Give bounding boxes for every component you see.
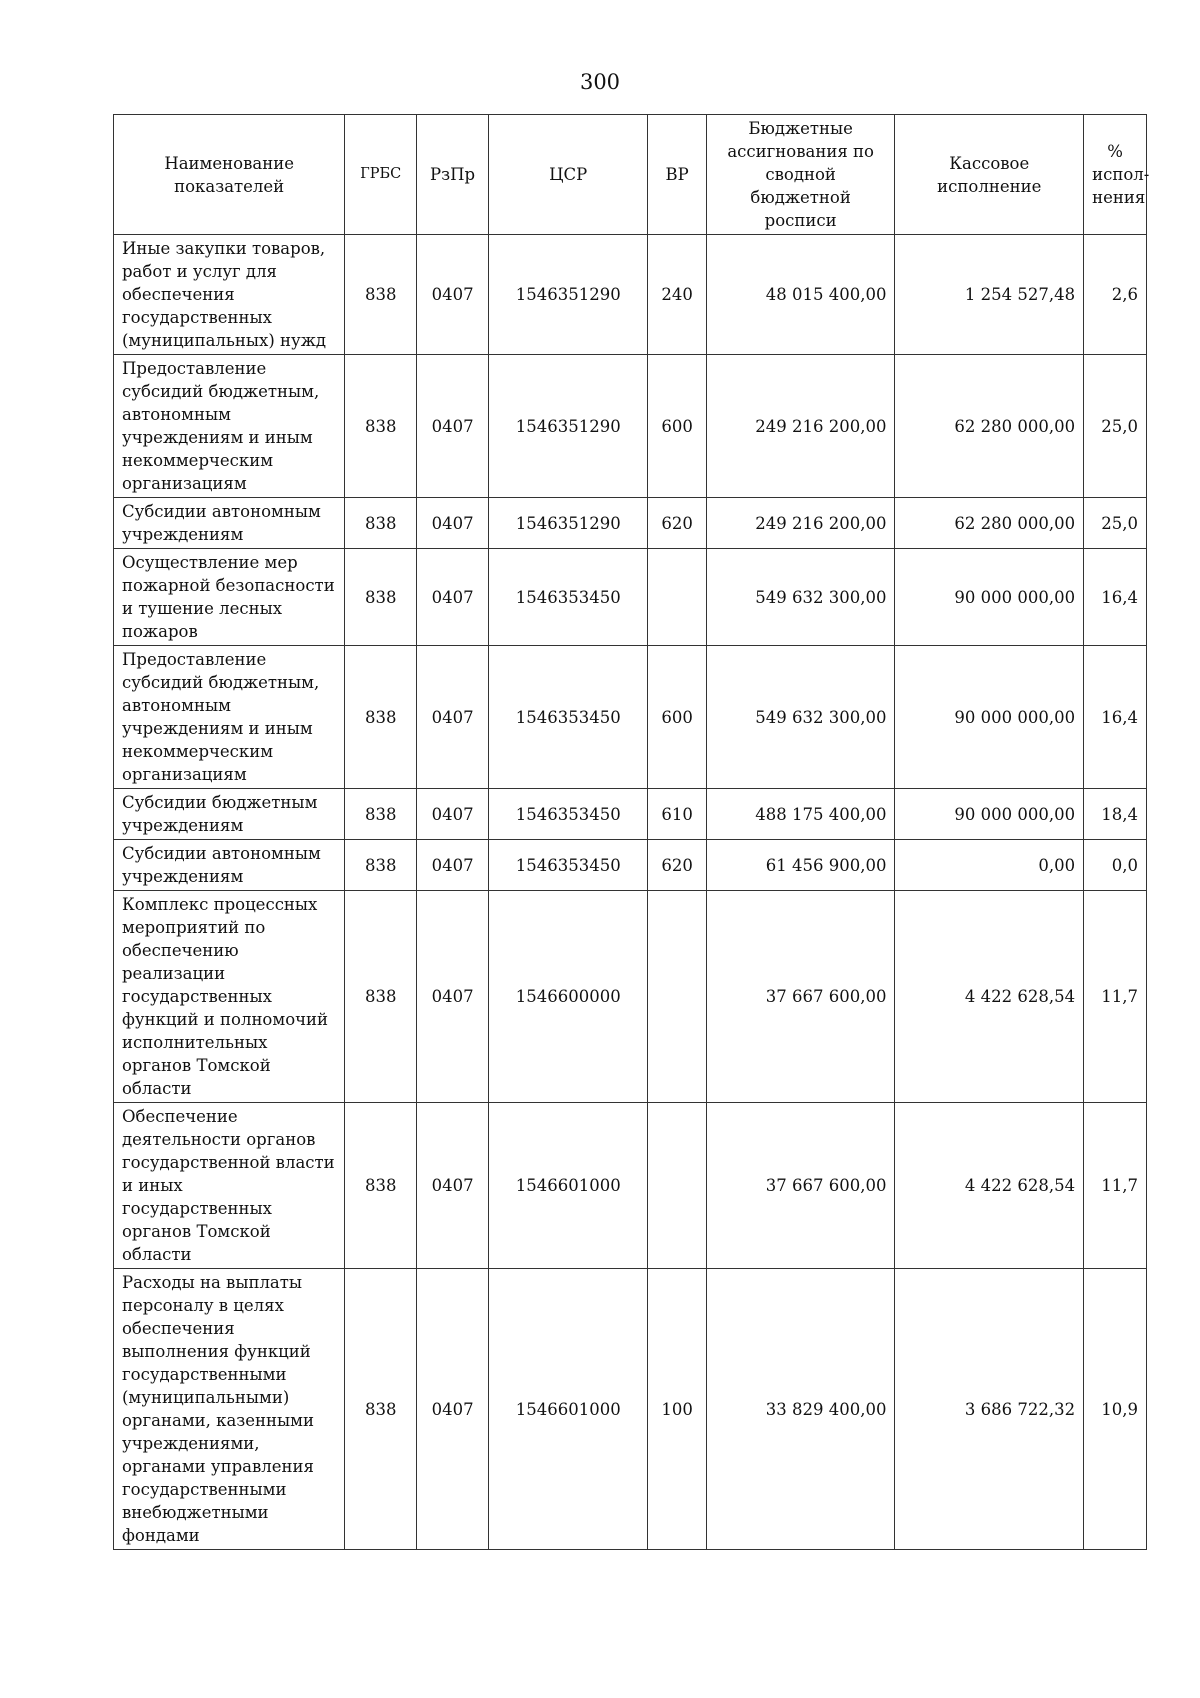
row-budget: 549 632 300,00: [706, 549, 895, 646]
table-row: [114, 840, 1147, 891]
row-csr: 1546600000: [489, 891, 648, 1103]
row-budget: 33 829 400,00: [706, 1269, 895, 1550]
row-csr: 1546601000: [489, 1269, 648, 1550]
row-vr: 610: [648, 789, 706, 840]
row-cash: 90 000 000,00: [895, 789, 1084, 840]
row-cash: 90 000 000,00: [895, 646, 1084, 789]
row-grbs: 838: [345, 1103, 417, 1269]
row-vr: 620: [648, 840, 706, 891]
table-row: [114, 891, 1147, 1103]
row-vr: [648, 1103, 706, 1269]
row-grbs: 838: [345, 498, 417, 549]
row-pct: 16,4: [1084, 646, 1147, 789]
row-csr: 1546353450: [489, 789, 648, 840]
row-pct: 16,4: [1084, 549, 1147, 646]
page-number: 300: [579, 70, 621, 94]
row-rzpr: 0407: [417, 646, 489, 789]
row-name: Субсидии автономным учреждениям: [114, 840, 345, 891]
row-csr: 1546351290: [489, 235, 648, 355]
header-cash: Кассовое исполнение: [895, 115, 1084, 235]
row-cash: 62 280 000,00: [895, 355, 1084, 498]
row-rzpr: 0407: [417, 549, 489, 646]
row-budget: 37 667 600,00: [706, 1103, 895, 1269]
row-grbs: 838: [345, 646, 417, 789]
row-budget: 488 175 400,00: [706, 789, 895, 840]
row-rzpr: 0407: [417, 1103, 489, 1269]
row-vr: 620: [648, 498, 706, 549]
table-row: [114, 789, 1147, 840]
row-pct: 25,0: [1084, 355, 1147, 498]
row-grbs: 838: [345, 840, 417, 891]
row-grbs: 838: [345, 355, 417, 498]
table-body: [114, 235, 1147, 1550]
row-cash: 0,00: [895, 840, 1084, 891]
row-name: Осуществление мер пожарной безопасности и тушение лесных пожаров: [114, 549, 345, 646]
row-rzpr: 0407: [417, 498, 489, 549]
row-pct: 11,7: [1084, 891, 1147, 1103]
row-csr: 1546351290: [489, 498, 648, 549]
row-cash: 1 254 527,48: [895, 235, 1084, 355]
row-name: Субсидии бюджетным учреждениям: [114, 789, 345, 840]
row-name: Предоставление субсидий бюджетным, автономным учреждениям и иным некоммерческим организациям: [114, 355, 345, 498]
header-pct: % испол-нения: [1084, 115, 1147, 235]
row-rzpr: 0407: [417, 840, 489, 891]
row-rzpr: 0407: [417, 789, 489, 840]
row-name: Расходы на выплаты персоналу в целях обеспечения выполнения функций государственными (муниципальными) органами, казенными учреждениями, органами управления государственными внебюджетными фондами: [114, 1269, 345, 1550]
header-csr: ЦСР: [489, 115, 648, 235]
row-csr: 1546353450: [489, 840, 648, 891]
table-row: [114, 549, 1147, 646]
row-csr: 1546351290: [489, 355, 648, 498]
row-budget: 549 632 300,00: [706, 646, 895, 789]
row-name: Предоставление субсидий бюджетным, автономным учреждениям и иным некоммерческим организациям: [114, 646, 345, 789]
row-vr: 600: [648, 646, 706, 789]
header-budget: Бюджетные ассигнования по сводной бюджетной росписи: [706, 115, 895, 235]
budget-execution-table: [113, 114, 1150, 1550]
row-rzpr: 0407: [417, 235, 489, 355]
row-pct: 0,0: [1084, 840, 1147, 891]
table-row: [114, 498, 1147, 549]
row-budget: 249 216 200,00: [706, 498, 895, 549]
table-row: [114, 646, 1147, 789]
row-cash: 62 280 000,00: [895, 498, 1084, 549]
row-budget: 37 667 600,00: [706, 891, 895, 1103]
row-cash: 3 686 722,32: [895, 1269, 1084, 1550]
row-vr: 100: [648, 1269, 706, 1550]
row-grbs: 838: [345, 1269, 417, 1550]
row-rzpr: 0407: [417, 1269, 489, 1550]
table-row: [114, 1269, 1147, 1550]
row-pct: 18,4: [1084, 789, 1147, 840]
row-pct: 11,7: [1084, 1103, 1147, 1269]
row-grbs: 838: [345, 549, 417, 646]
row-pct: 2,6: [1084, 235, 1147, 355]
row-vr: 240: [648, 235, 706, 355]
row-grbs: 838: [345, 789, 417, 840]
header-name: Наименование показателей: [114, 115, 345, 235]
table-row: [114, 1103, 1147, 1269]
row-grbs: 838: [345, 235, 417, 355]
row-pct: 25,0: [1084, 498, 1147, 549]
row-pct: 10,9: [1084, 1269, 1147, 1550]
row-rzpr: 0407: [417, 355, 489, 498]
row-cash: 4 422 628,54: [895, 1103, 1084, 1269]
table-row: [114, 355, 1147, 498]
row-csr: 1546601000: [489, 1103, 648, 1269]
row-csr: 1546353450: [489, 549, 648, 646]
header-vr: ВР: [648, 115, 706, 235]
row-budget: 249 216 200,00: [706, 355, 895, 498]
table-row: [114, 235, 1147, 355]
row-name: Комплекс процессных мероприятий по обеспечению реализации государственных функций и полномочий исполнительных органов Томской области: [114, 891, 345, 1103]
row-vr: [648, 891, 706, 1103]
row-name: Обеспечение деятельности органов государственной власти и иных государственных органов Томской области: [114, 1103, 345, 1269]
header-grbs: ГРБС: [345, 115, 417, 235]
row-budget: 61 456 900,00: [706, 840, 895, 891]
row-vr: 600: [648, 355, 706, 498]
table-header-row: [114, 115, 1147, 235]
row-cash: 90 000 000,00: [895, 549, 1084, 646]
row-vr: [648, 549, 706, 646]
row-cash: 4 422 628,54: [895, 891, 1084, 1103]
row-grbs: 838: [345, 891, 417, 1103]
header-rzpr: РзПр: [417, 115, 489, 235]
row-rzpr: 0407: [417, 891, 489, 1103]
row-budget: 48 015 400,00: [706, 235, 895, 355]
row-name: Иные закупки товаров, работ и услуг для обеспечения государственных (муниципальных) нужд: [114, 235, 345, 355]
row-name: Субсидии автономным учреждениям: [114, 498, 345, 549]
row-csr: 1546353450: [489, 646, 648, 789]
